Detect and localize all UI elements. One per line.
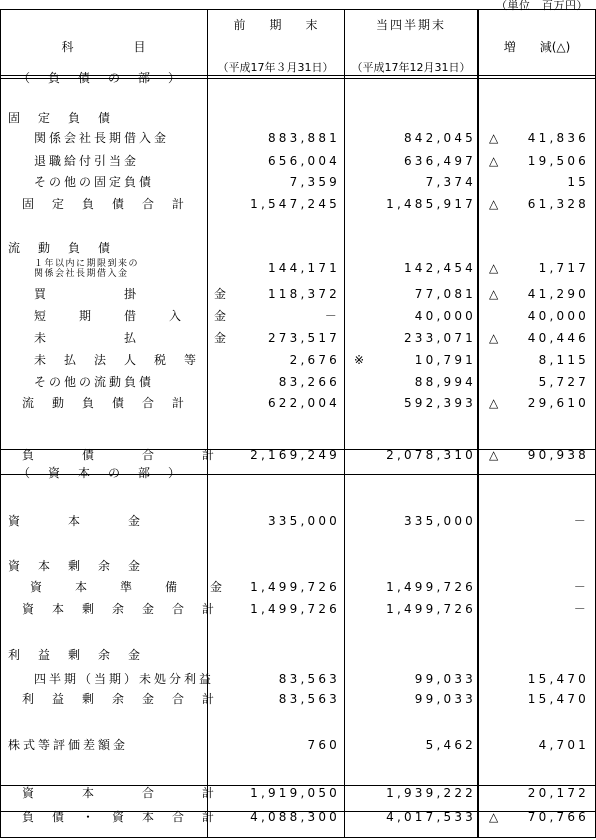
diff-value: 40,000 <box>527 309 589 323</box>
diff-value: 40,446 <box>527 331 589 345</box>
row-label: １年以内に期限到来の <box>34 259 140 269</box>
diff-value: 61,328 <box>527 197 589 211</box>
row-label: 関係会社長期借入金 <box>34 131 170 145</box>
current-value: 77,081 <box>414 287 476 301</box>
header-current-date: （平成17年12月31日） <box>351 61 471 74</box>
prev-value: 2,676 <box>289 353 340 367</box>
current-value: 7,374 <box>425 175 476 189</box>
balance-sheet-table <box>0 9 596 838</box>
diff-value: 15 <box>567 175 589 189</box>
diff-value: 1,717 <box>538 261 589 275</box>
row-label: 利 益 剰 余 金 <box>8 648 144 662</box>
prev-value: 1,547,245 <box>250 197 340 211</box>
current-value: 233,071 <box>403 331 476 345</box>
prev-value: 118,372 <box>267 287 340 301</box>
prev-value: 656,004 <box>267 154 340 168</box>
row-label: 利 益 剰 余 金 合 計 <box>22 692 218 706</box>
row-label: 関係会社長期借入金 <box>34 269 129 279</box>
current-value: 1,939,222 <box>386 786 476 800</box>
decrease-mark: △ <box>489 154 499 168</box>
row-label: その他の固定負債 <box>34 175 155 189</box>
current-value: 40,000 <box>414 309 476 323</box>
header-prev: 前 期 末 <box>233 18 318 32</box>
header-prev-date: （平成17年３月31日） <box>217 61 334 74</box>
current-value: 1,499,726 <box>386 580 476 594</box>
decrease-mark: △ <box>489 287 499 301</box>
decrease-mark: △ <box>489 197 499 211</box>
diff-value: － <box>573 602 589 616</box>
diff-value: 15,470 <box>527 672 589 686</box>
row-label: （ 負 債 の 部 ） <box>18 71 184 85</box>
prev-value: 883,881 <box>267 131 340 145</box>
row-label: 負 債 ・ 資 本 合 計 <box>22 810 218 824</box>
current-value: 1,499,726 <box>386 602 476 616</box>
row-label: 短 期 借 入 金 <box>34 309 230 323</box>
prev-value: 7,359 <box>289 175 340 189</box>
col-divider <box>478 9 479 838</box>
row-label: 株式等評価差額金 <box>8 738 129 752</box>
prev-value: 83,266 <box>278 375 340 389</box>
row-label: 資 本 合 計 <box>22 786 218 800</box>
decrease-mark: △ <box>489 396 499 410</box>
row-label: 資 本 金 <box>8 514 144 528</box>
prev-value: 4,088,300 <box>250 810 340 824</box>
row-label: 退職給付引当金 <box>34 154 140 168</box>
diff-value: 15,470 <box>527 692 589 706</box>
prev-value: 83,563 <box>278 692 340 706</box>
diff-value: 8,115 <box>538 353 589 367</box>
prev-value: 335,000 <box>267 514 340 528</box>
diff-value: 41,290 <box>527 287 589 301</box>
header-current: 当四半期末 <box>375 18 446 32</box>
row-label: 固 定 負 債 <box>8 111 114 125</box>
row-label: 負 債 合 計 <box>22 448 218 462</box>
prev-value: 83,563 <box>278 672 340 686</box>
row-label: 固 定 負 債 合 計 <box>22 197 188 211</box>
row-label: 未 払 金 <box>34 331 230 345</box>
row-label: その他の流動負債 <box>34 375 155 389</box>
decrease-mark: △ <box>489 810 499 824</box>
diff-value: 20,172 <box>527 786 589 800</box>
row-label: （ 資 本 の 部 ） <box>18 466 184 480</box>
decrease-mark: △ <box>489 448 499 462</box>
current-value: 1,485,917 <box>386 197 476 211</box>
row-label: 流 動 負 債 合 計 <box>22 396 188 410</box>
prev-value: 1,499,726 <box>250 602 340 616</box>
diff-value: － <box>573 514 589 528</box>
current-value: 99,033 <box>414 692 476 706</box>
current-value: 5,462 <box>425 738 476 752</box>
diff-value: 19,506 <box>527 154 589 168</box>
diff-value: － <box>573 580 589 594</box>
decrease-mark: △ <box>489 261 499 275</box>
diff-value: 29,610 <box>527 396 589 410</box>
current-value: 88,994 <box>414 375 476 389</box>
header-diff: 増 減(△) <box>503 40 571 54</box>
diff-value: 70,766 <box>527 810 589 824</box>
diff-value: 41,836 <box>527 131 589 145</box>
current-value: 99,033 <box>414 672 476 686</box>
current-value: 636,497 <box>403 154 476 168</box>
current-value: 335,000 <box>403 514 476 528</box>
prev-value: 273,517 <box>267 331 340 345</box>
decrease-mark: △ <box>489 131 499 145</box>
diff-value: 4,701 <box>538 738 589 752</box>
prev-value: 144,171 <box>267 261 340 275</box>
header-subject: 科 目 <box>61 40 146 54</box>
unit-label: （単位 百万円） <box>496 0 588 12</box>
prev-value: 1,499,726 <box>250 580 340 594</box>
col-divider <box>207 9 208 838</box>
row-label: 資 本 準 備 金 <box>30 580 226 594</box>
prev-value: 1,919,050 <box>250 786 340 800</box>
row-label: 未 払 法 人 税 等 <box>34 353 200 367</box>
col-divider <box>344 9 345 838</box>
row-label: 資 本 剰 余 金 <box>8 559 144 573</box>
diff-value: 90,938 <box>527 448 589 462</box>
current-value: 10,791 <box>414 353 476 367</box>
current-value: 4,017,533 <box>386 810 476 824</box>
current-value: 142,454 <box>403 261 476 275</box>
row-label: 四半期（当期）未処分利益 <box>34 672 215 686</box>
prev-value: 760 <box>307 738 340 752</box>
current-value: 842,045 <box>403 131 476 145</box>
prev-value: 2,169,249 <box>250 448 340 462</box>
note-mark: ※ <box>354 353 365 367</box>
row-label: 買 掛 金 <box>34 287 230 301</box>
current-value: 2,078,310 <box>386 448 476 462</box>
prev-value: 622,004 <box>267 396 340 410</box>
diff-value: 5,727 <box>538 375 589 389</box>
row-label: 資 本 剰 余 金 合 計 <box>22 602 218 616</box>
prev-value: － <box>324 309 340 323</box>
current-value: 592,393 <box>403 396 476 410</box>
decrease-mark: △ <box>489 331 499 345</box>
row-label: 流 動 負 債 <box>8 241 114 255</box>
